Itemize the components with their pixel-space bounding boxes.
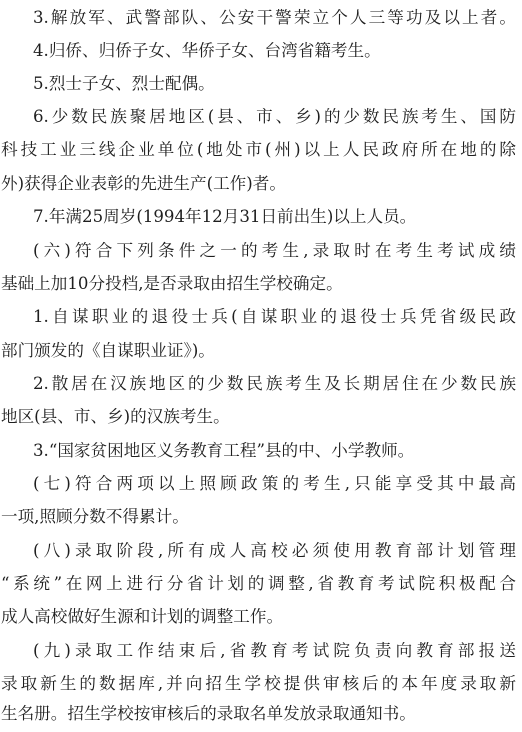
section-9-line-1: (九)录取工作结束后,省教育考试院负责向教育部报送 <box>33 641 516 660</box>
section-6-item-1-line-1: 1.自谋职业的退役士兵(自谋职业的退役士兵凭省级民政 <box>33 307 516 326</box>
section-7-line-2: 一项,照顾分数不得累计。 <box>1 507 189 526</box>
section-9-line-2: 录取新生的数据库,并向招生学校提供审核后的本年度录取新 <box>1 674 516 693</box>
paragraph-item-7-line: 7.年满25周岁(1994年12月31日前出生)以上人员。 <box>33 207 417 226</box>
section-8-line-1: (八)录取阶段,所有成人高校必须使用教育部计划管理 <box>33 541 516 560</box>
section-8-line-2: “系统”在网上进行分省计划的调整,省教育考试院积极配合 <box>1 574 516 593</box>
section-6-item-2-line-1: 2.散居在汉族地区的少数民族考生及长期居住在少数民族 <box>33 374 516 393</box>
paragraph-item-6-line-1: 6.少数民族聚居地区(县、市、乡)的少数民族考生、国防 <box>33 107 516 126</box>
section-7-line-1: (七)符合两项以上照顾政策的考生,只能享受其中最高 <box>33 474 516 493</box>
paragraph-item-4-line: 4.归侨、归侨子女、华侨子女、台湾省籍考生。 <box>33 41 381 60</box>
paragraph-item-6-line-3: 外)获得企业表彰的先进生产(工作)者。 <box>1 174 286 193</box>
paragraph-item-6-line-2: 科技工业三线企业单位(地处市(州)以上人民政府所在地的除 <box>1 140 516 159</box>
section-6-item-1-line-2: 部门颁发的《自谋职业证》)。 <box>1 341 215 360</box>
section-6-item-3-line: 3.“国家贫困地区义务教育工程”县的中、小学教师。 <box>33 441 415 460</box>
paragraph-item-5-line: 5.烈士子女、烈士配偶。 <box>33 74 215 93</box>
section-6-item-2-line-2: 地区(县、市、乡)的汉族考生。 <box>1 407 230 426</box>
section-6-line-2: 基础上加10分投档,是否录取由招生学校确定。 <box>1 274 343 293</box>
section-9-line-3: 生名册。招生学校按审核后的录取名单发放录取通知书。 <box>1 704 416 723</box>
section-8-line-3: 成人高校做好生源和计划的调整工作。 <box>1 607 284 626</box>
paragraph-item-3-line: 3.解放军、武警部队、公安干警荣立个人三等功及以上者。 <box>33 8 516 27</box>
section-6-line-1: (六)符合下列条件之一的考生,录取时在考生考试成绩 <box>33 241 516 260</box>
